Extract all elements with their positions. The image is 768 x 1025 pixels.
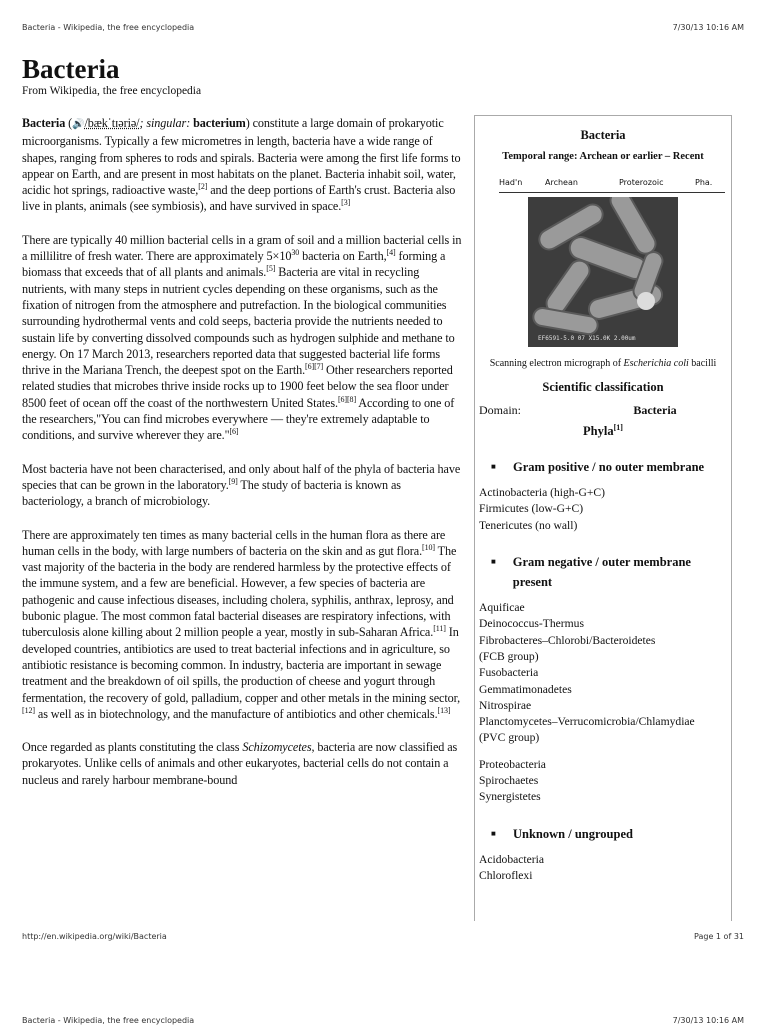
image-caption (475, 355, 731, 372)
speaker-icon[interactable]: 🔊 (72, 119, 85, 130)
group-heading (491, 824, 731, 844)
print-header-datetime: 7/30/13 10:16 AM (672, 23, 744, 32)
group-heading (491, 552, 731, 592)
citation-link[interactable]: [13] (437, 705, 451, 715)
text: as well as in biotechnology, and the manufacture of antibiotics and other chemicals. (34, 706, 438, 721)
phyla-list (475, 485, 731, 534)
page-title: Bacteria (22, 54, 120, 84)
list-item[interactable]: Gemmatimonadetes (479, 682, 572, 696)
citation-link[interactable]: [12] (22, 705, 35, 715)
paragraph-study (22, 461, 462, 510)
spacer (479, 747, 731, 757)
text: According to one of the researchers,"You can find microbes everywhere — they're extremely adaptable to conditions, and survive wherever they are." (22, 395, 455, 443)
citation-link[interactable]: [10] (422, 542, 435, 552)
text: and the deep portions of Earth's crust. Bacteria also live in plants, animals (see symbiosis), and have survived in space. (22, 183, 456, 214)
text: , bacteria are now classified as prokaryotes. Unlike cells of animals and other eukaryotes, bacterial cells do not contain a nucleus and rarely harbour membrane-bound (22, 740, 458, 787)
print-header-title: Bacteria - Wikipedia, the free encyclopedia (22, 23, 195, 32)
list-item[interactable]: Spirochaetes (479, 774, 539, 788)
text: Bacteria are vital in recycling nutrients, with many steps in nutrient cycles depending on these organisms, such as the fixation of nitrogen from the atmosphere and putrefaction. In the biological communities surrounding hydrothermal vents and cold seeps, bacteria provide the nutrients needed to sustain life by converting dissolved compounds such as hydrogen sulphide and methane to energy. On 17 March 2013, researchers reported data that suggested bacterial life forms thrive in the Mariana Trench, the deepest spot on the Earth. (22, 265, 455, 378)
singular-term: bacterium (193, 116, 246, 130)
class-name: Schizomycetes (242, 740, 312, 755)
scientific-classification-heading: Scientific classification (542, 380, 664, 394)
list-item[interactable]: Tenericutes (no wall) (479, 518, 578, 532)
domain-label: Domain: (479, 403, 521, 417)
list-item[interactable]: Aquificae (479, 601, 525, 615)
text: forming a biomass that exceeds that of all plants and animals. (22, 249, 446, 280)
taxobox-title: Bacteria (580, 128, 626, 142)
exponent: 30 (291, 248, 300, 258)
pronunciation[interactable]: /bækˈtɪəriə/ (84, 116, 140, 130)
print-footer-url[interactable]: http://en.wikipedia.org/wiki/Bacteria (22, 932, 167, 941)
citation-link[interactable]: [4] (386, 248, 396, 258)
text: ( (65, 116, 73, 130)
ecoli-micrograph-image[interactable] (528, 197, 678, 347)
timeline-label: Had'n (499, 178, 523, 187)
list-item[interactable]: Firmicutes (low-G+C) (479, 502, 584, 516)
print-footer-page: Page 1 of 31 (694, 932, 744, 941)
singular-label: ; singular: (139, 116, 194, 130)
next-page-header-datetime: 7/30/13 10:16 AM (672, 1016, 744, 1025)
temporal-range: Temporal range: Archean or earlier – Recent (502, 151, 704, 162)
species-name[interactable]: Escherichia coli (623, 358, 689, 369)
bullet-icon: ■ (491, 828, 496, 838)
paragraph-abundance (22, 232, 462, 444)
list-item[interactable]: Acidobacteria (479, 852, 545, 866)
text: The study of bacteria is known as bacteriology, a branch of microbiology. (22, 477, 401, 509)
domain-row (475, 403, 731, 418)
list-item[interactable]: Planctomycetes–Verrucomicrobia/Chlamydiae (479, 715, 695, 729)
text: bacilli (688, 358, 717, 369)
citation-link[interactable]: [5] (266, 264, 276, 274)
list-item[interactable]: Chloroflexi (479, 868, 533, 882)
list-item[interactable]: Actinobacteria (high-G+C) (479, 486, 605, 500)
citation-link[interactable]: [6][8] (337, 394, 357, 404)
text: Most bacteria have not been characterised, and only about half of the phyla of bacteria have species that can be grown in the laboratory. (22, 461, 461, 492)
geologic-timeline (499, 170, 725, 193)
text: bacteria on Earth, (299, 249, 387, 264)
text: ) constitute a large domain of prokaryotic microorganisms. Typically a few micrometres in length, bacteria have a wide range of shapes, ranging from spheres to rods and spirals. Bacteria were among the first life forms to appear on Earth, and are present in most habitats on the planet. Bacteria inhabit soil, water, acidic hot springs, radioactive waste, (22, 116, 461, 198)
text: Once regarded as plants constituting the class (22, 740, 243, 755)
citation-link[interactable]: [1] (613, 423, 623, 432)
citation-link[interactable]: [6][7] (305, 362, 324, 372)
text: There are approximately ten times as many bacterial cells in the human flora as there are human cells in the body, with large numbers of bacteria on the skin and as gut flora. (22, 527, 446, 558)
next-page-header-title: Bacteria - Wikipedia, the free encyclopedia (22, 1016, 195, 1025)
lead-term: Bacteria (22, 116, 66, 130)
phyla-list (475, 600, 731, 806)
phyla-heading (475, 423, 731, 439)
micrograph-label: EF6591-5.0 07 X15.0K 2.00um (538, 335, 636, 342)
text: Gram positive / no outer membrane (513, 460, 705, 475)
citation-link[interactable]: [11] (433, 624, 446, 634)
list-item[interactable]: Proteobacteria (479, 757, 546, 771)
bullet-icon: ■ (491, 557, 496, 567)
group-heading (491, 457, 731, 477)
text: Unknown / ungrouped (513, 826, 633, 841)
citation-link[interactable]: [2] (198, 182, 208, 192)
timeline-label: Pha. (695, 178, 713, 187)
timeline-label: Archean (545, 178, 578, 187)
list-item[interactable]: (PVC group) (479, 731, 540, 745)
text: Phyla (583, 424, 614, 439)
page-subtitle: From Wikipedia, the free encyclopedia (22, 85, 202, 97)
text: The vast majority of the bacteria in the body are rendered harmless by the protective effects of the immune system, and a few are beneficial. However, a few species of bacteria are pathogenic and cause infectious diseases, including cholera, syphilis, anthrax, leprosy, and bubonic plague. The most common fatal bacterial diseases are respiratory infections, with tuberculosis alone killing about 2 million people a year, mostly in sub-Saharan Africa. (22, 543, 457, 640)
domain-value: Bacteria (633, 403, 677, 417)
phyla-list (475, 852, 731, 885)
text: Gram negative / outer membrane present (512, 555, 691, 590)
citation-link[interactable]: [9] (228, 476, 238, 486)
taxobox (474, 115, 732, 921)
list-item[interactable]: Fusobacteria (479, 666, 539, 680)
list-item[interactable]: Synergistetes (479, 790, 541, 804)
list-item[interactable]: Nitrospirae (479, 698, 532, 712)
citation-link[interactable]: [6] (229, 427, 239, 437)
text: There are typically 40 million bacterial cells in a gram of soil and a million bacterial cells in a millilitre of fresh water. There are approximately 5×10 (22, 232, 462, 264)
text: Other researchers reported related studies that microbes thrive inside rocks up to 1900 feet below the sea floor under 8500 feet of ocean off the coast of the northwestern United States. (22, 363, 453, 410)
article-body (22, 115, 462, 805)
citation-link[interactable]: [3] (341, 198, 351, 208)
timeline-label: Proterozoic (619, 178, 664, 187)
list-item[interactable]: (FCB group) (479, 649, 539, 663)
text: Scanning electron micrograph of (489, 358, 624, 369)
text: In developed countries, antibiotics are used to treat bacterial infections and in agriculture, so antibiotic resistance is becoming common. In industry, bacteria are important in sewage treatment and the breakdown of oil spills, the production of cheese and yogurt through fermentation, the recovery of gold, palladium, copper and other metals in the mining sector, (22, 625, 461, 705)
list-item[interactable]: Fibrobacteres–Chlorobi/Bacteroidetes (479, 633, 656, 647)
paragraph-human-flora (22, 527, 462, 723)
list-item[interactable]: Deinococcus-Thermus (479, 617, 584, 631)
paragraph-intro (22, 115, 462, 215)
paragraph-classification (22, 739, 462, 788)
bullet-icon: ■ (491, 462, 496, 472)
